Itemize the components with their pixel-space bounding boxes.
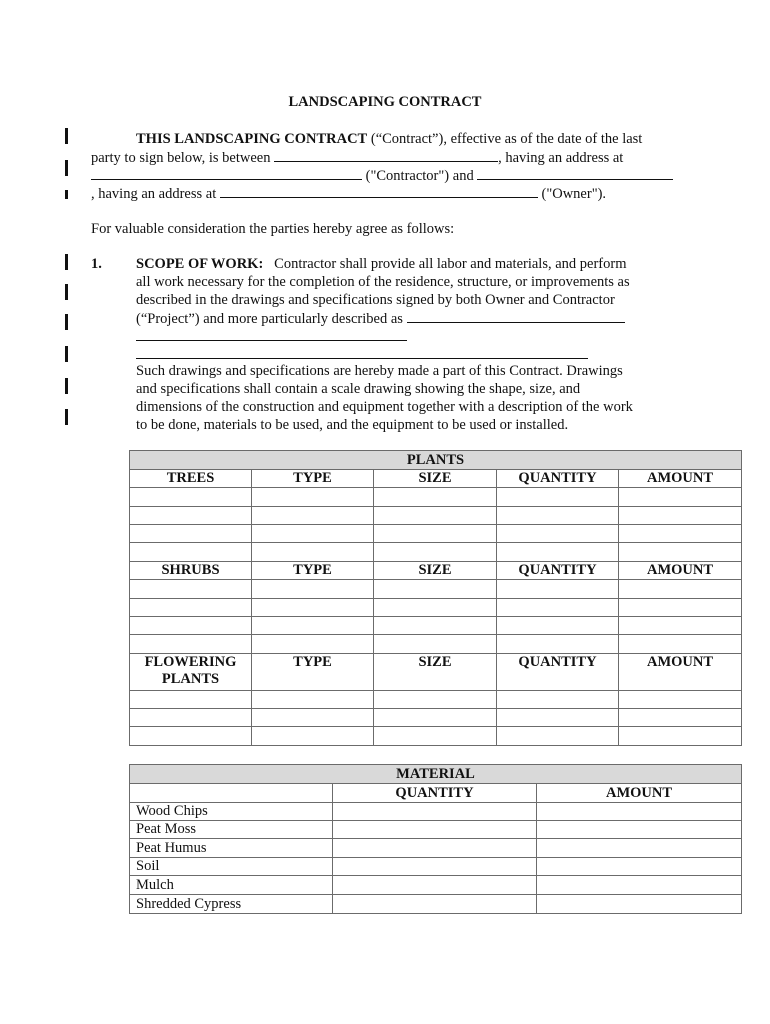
table-cell[interactable] [619, 691, 742, 709]
table-cell[interactable] [497, 580, 619, 599]
table-cell[interactable] [252, 507, 374, 525]
table-row [130, 635, 742, 654]
table-cell[interactable] [333, 858, 537, 876]
table-cell[interactable] [374, 727, 497, 746]
intro-line2-text-b: , having an address at [498, 150, 624, 166]
revision-bar [65, 284, 68, 300]
project-description-blank[interactable] [407, 309, 625, 323]
table-cell[interactable] [252, 599, 374, 617]
table-cell[interactable] [333, 803, 537, 821]
intro-line3-text: ("Contractor") and [362, 168, 478, 184]
table-cell[interactable] [374, 507, 497, 525]
table-cell[interactable] [537, 858, 742, 876]
table-cell[interactable] [130, 635, 252, 654]
table-cell[interactable] [619, 543, 742, 562]
shrubs-quantity-header: QUANTITY [497, 562, 619, 580]
flowering-plants-header [130, 654, 252, 691]
shrubs-amount-header: AMOUNT [619, 562, 742, 580]
table-cell[interactable] [497, 599, 619, 617]
table-cell[interactable] [497, 727, 619, 746]
table-row [130, 617, 742, 635]
table-cell[interactable] [619, 525, 742, 543]
material-item-label: Peat Humus [130, 839, 333, 858]
contractor-address-blank[interactable] [91, 166, 362, 180]
table-cell[interactable] [252, 488, 374, 507]
table-cell[interactable] [130, 525, 252, 543]
table-cell[interactable] [374, 635, 497, 654]
table-cell[interactable] [619, 507, 742, 525]
table-cell[interactable] [374, 488, 497, 507]
table-row [130, 543, 742, 562]
owner-address-blank[interactable] [220, 184, 538, 198]
intro-lead-rest: (“Contract”), effective as of the date of the last [367, 131, 643, 147]
section-1-para2-line-2: and specifications shall contain a scale drawing showing the shape, size, and [136, 381, 581, 397]
flowering-amount-header: AMOUNT [619, 654, 742, 691]
table-cell[interactable] [537, 895, 742, 914]
table-cell[interactable] [130, 488, 252, 507]
revision-bar [65, 314, 68, 330]
revision-bar [65, 254, 68, 270]
table-cell[interactable] [537, 821, 742, 839]
revision-bar [65, 128, 68, 144]
section-1-line-2: all work necessary for the completion of the residence, structure, or improvements as [136, 274, 630, 290]
table-cell[interactable] [497, 488, 619, 507]
material-item-label: Shredded Cypress [130, 895, 333, 914]
table-cell[interactable] [130, 727, 252, 746]
table-cell[interactable] [619, 709, 742, 727]
table-cell[interactable] [130, 507, 252, 525]
table-cell[interactable] [374, 525, 497, 543]
section-1-number: 1. [91, 256, 102, 272]
table-row [130, 727, 742, 746]
material-item-label: Peat Moss [130, 821, 333, 839]
table-cell[interactable] [619, 580, 742, 599]
section-number [91, 255, 102, 273]
material-quantity-header: QUANTITY [333, 784, 537, 803]
flowering-size-header: SIZE [374, 654, 497, 691]
table-cell[interactable] [130, 617, 252, 635]
table-row [130, 876, 742, 895]
table-cell[interactable] [374, 543, 497, 562]
section-1-line-3: described in the drawings and specifications signed by both Owner and Contractor [136, 292, 615, 308]
table-cell[interactable] [497, 507, 619, 525]
table-cell[interactable] [130, 691, 252, 709]
table-cell[interactable] [130, 543, 252, 562]
revision-bar [65, 346, 68, 362]
material-table [129, 764, 742, 914]
table-cell[interactable] [252, 543, 374, 562]
table-cell[interactable] [333, 839, 537, 858]
table-cell[interactable] [333, 821, 537, 839]
intro-line-3 [91, 166, 673, 185]
table-row [130, 580, 742, 599]
table-cell[interactable] [333, 895, 537, 914]
table-cell[interactable] [374, 599, 497, 617]
table-cell[interactable] [537, 803, 742, 821]
project-description-blank-3[interactable] [136, 358, 588, 359]
flowering-quantity-header: QUANTITY [497, 654, 619, 691]
table-cell[interactable] [619, 727, 742, 746]
table-cell[interactable] [333, 876, 537, 895]
plants-band-title: PLANTS [130, 451, 742, 470]
table-cell[interactable] [252, 727, 374, 746]
owner-name-blank[interactable] [477, 166, 673, 180]
table-row [130, 895, 742, 914]
table-row [130, 525, 742, 543]
material-amount-header: AMOUNT [537, 784, 742, 803]
table-cell[interactable] [619, 617, 742, 635]
table-cell[interactable] [497, 617, 619, 635]
intro-line4-text: , having an address at [91, 186, 220, 202]
table-cell[interactable] [130, 599, 252, 617]
material-band-title: MATERIAL [130, 765, 742, 784]
table-row [130, 839, 742, 858]
table-row [130, 488, 742, 507]
revision-bar [65, 378, 68, 394]
table-cell[interactable] [252, 580, 374, 599]
plants-table [129, 450, 742, 746]
intro-line4-text-b: ("Owner"). [537, 186, 607, 202]
trees-type-header: TYPE [252, 470, 374, 488]
table-cell[interactable] [374, 617, 497, 635]
project-description-blank-2[interactable] [136, 340, 407, 341]
table-row [130, 858, 742, 876]
table-cell[interactable] [252, 525, 374, 543]
table-cell[interactable] [374, 580, 497, 599]
intro-lead-bold: THIS LANDSCAPING CONTRACT [136, 131, 368, 147]
table-row [130, 803, 742, 821]
shrubs-type-header: TYPE [252, 562, 374, 580]
shrubs-size-header: SIZE [374, 562, 497, 580]
table-cell[interactable] [619, 488, 742, 507]
trees-size-header: SIZE [374, 470, 497, 488]
trees-quantity-header: QUANTITY [497, 470, 619, 488]
material-header-empty [130, 784, 333, 803]
section-1-line1-text: Contractor shall provide all labor and materials, and perform [274, 256, 627, 272]
table-cell[interactable] [374, 709, 497, 727]
flowering-type-header: TYPE [252, 654, 374, 691]
flowering-header-line2: PLANTS [161, 671, 220, 687]
table-row [130, 599, 742, 617]
table-cell[interactable] [537, 839, 742, 858]
material-header-row [130, 784, 742, 803]
table-cell[interactable] [252, 709, 374, 727]
intro-line-2 [91, 148, 623, 167]
intro-line2-text: party to sign below, is between [91, 150, 275, 166]
table-cell[interactable] [130, 709, 252, 727]
table-row [130, 821, 742, 839]
revision-bar [65, 160, 68, 176]
table-cell[interactable] [619, 635, 742, 654]
consideration-text: For valuable consideration the parties hereby agree as follows: [91, 221, 455, 237]
flowering-header-row [130, 654, 742, 691]
table-cell[interactable] [497, 543, 619, 562]
table-cell[interactable] [497, 691, 619, 709]
table-cell[interactable] [497, 525, 619, 543]
material-item-label: Wood Chips [130, 803, 333, 821]
intro-line-1 [136, 130, 642, 148]
table-cell[interactable] [130, 580, 252, 599]
section-1-line-4 [136, 309, 625, 328]
section-1-line4-text: (“Project”) and more particularly described as [136, 311, 407, 327]
shrubs-header-row [130, 562, 742, 580]
table-cell[interactable] [374, 691, 497, 709]
document-title: LANDSCAPING CONTRACT [288, 94, 482, 110]
shrubs-header: SHRUBS [130, 562, 252, 580]
flowering-header-line1: FLOWERING [144, 654, 237, 670]
table-cell[interactable] [252, 617, 374, 635]
section-1-para2-line-3: dimensions of the construction and equipment together with a description of the work [136, 399, 633, 415]
table-cell[interactable] [619, 599, 742, 617]
table-row [130, 507, 742, 525]
table-cell[interactable] [252, 635, 374, 654]
section-1-line-1 [136, 255, 626, 273]
table-cell[interactable] [537, 876, 742, 895]
section-1-para2-line-4: to be done, materials to be used, and the equipment to be used or installed. [136, 417, 569, 433]
table-cell[interactable] [497, 635, 619, 654]
material-item-label: Mulch [130, 876, 333, 895]
section-1-heading: SCOPE OF WORK: [136, 256, 264, 272]
contractor-name-blank[interactable] [274, 148, 498, 162]
intro-line-4 [91, 184, 606, 203]
table-cell[interactable] [252, 691, 374, 709]
trees-amount-header: AMOUNT [619, 470, 742, 488]
section-1-para2-line-1: Such drawings and specifications are hereby made a part of this Contract. Drawings [136, 363, 623, 379]
trees-header-row [130, 470, 742, 488]
trees-header: TREES [130, 470, 252, 488]
table-row [130, 691, 742, 709]
revision-bar [65, 409, 68, 425]
revision-bar [65, 190, 68, 199]
table-row [130, 709, 742, 727]
material-item-label: Soil [130, 858, 333, 876]
table-cell[interactable] [497, 709, 619, 727]
